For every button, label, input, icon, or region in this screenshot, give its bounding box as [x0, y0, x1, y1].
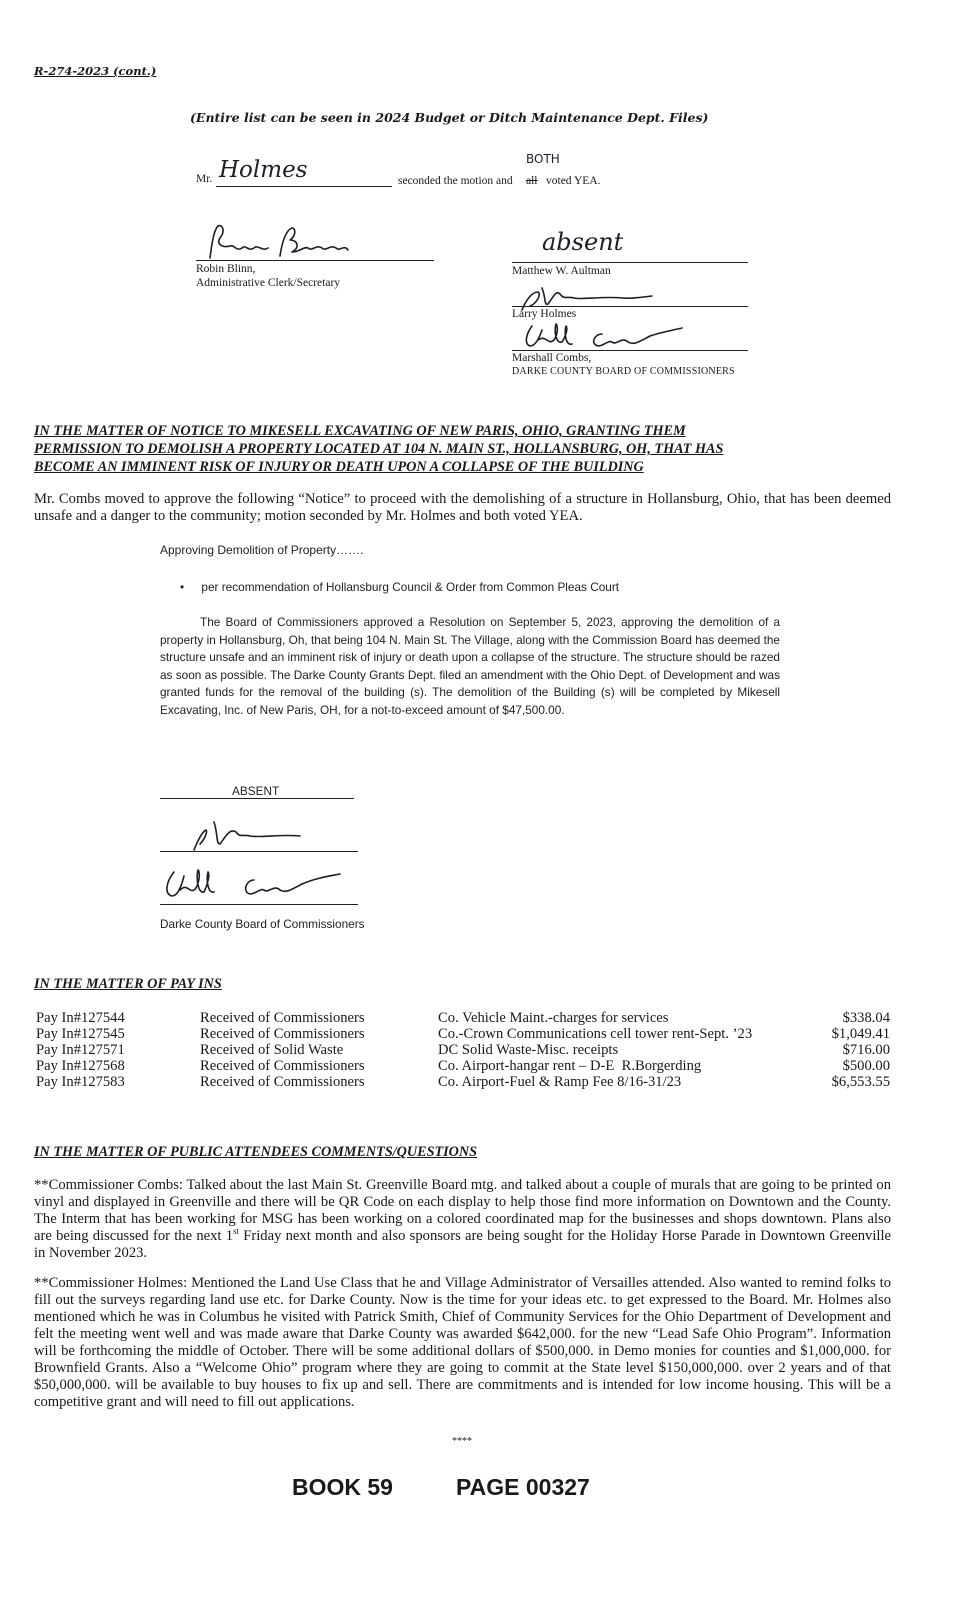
holmes-comment: **Commissioner Holmes: Mentioned the Land Use Class that he and Village Administrator of Versailles attended. Also wanted to remind folks to fill out the surveys regarding land use etc. for Darke County. Now is the time for your ideas etc. to get expressed to the Board. Mr. Holmes also mentioned which he was in Columbus he visited with Patrick Smith, Chief of Community Services for the Ohio Department of Development and felt the meeting went well and was made aware that Darke County was awarded $642,000. for the new “Lead Safe Ohio Program”. Information will be forthcoming the middle of October. There will be some additional dollars of $500,000. in Demo monies for counties and $1,000,000. for Brownfield Grants. Also a “Welcome Ohio” program where they are going to commit at the State level $150,000,000. over 2 years and of that $50,000,000. will be available to buy houses to fix up and sell. There are commitments and is intended for low income housing. This will be a competitive grant and will need to fill out applications.: [34, 1275, 891, 1410]
section-stars: ****: [452, 1436, 472, 1447]
table-row: [36, 1042, 926, 1059]
combs-comment-text-b: Friday next month and also sponsors are being sought for the Holiday Horse Parade in Downtown Greenville in November 2023.: [34, 1228, 891, 1261]
book-number: BOOK 59: [292, 1474, 393, 1500]
clerk-signature-area: [196, 222, 436, 262]
second-motion-line: [196, 148, 616, 188]
holmes-handwritten-name: Holmes: [219, 157, 308, 183]
pay-in-amount: $716.00: [842, 1042, 890, 1058]
table-row: [36, 1058, 926, 1075]
clerk-title: Administrative Clerk/Secretary: [196, 277, 341, 289]
table-row: [36, 1074, 926, 1091]
second-text-before: seconded the motion and: [398, 175, 513, 187]
pay-in-id: Pay In#127583: [36, 1074, 125, 1090]
pay-in-desc: Co. Airport-hangar rent – D-E R.Borgerding: [438, 1058, 702, 1074]
combs-comment-superscript: st: [233, 1226, 240, 1237]
bullet-icon: •: [180, 580, 185, 594]
aultman-signature-line: [512, 262, 748, 263]
pay-ins-heading: IN THE MATTER OF PAY INS: [34, 976, 222, 992]
pay-in-from: Received of Commissioners: [200, 1010, 365, 1026]
commissioner-aultman: Matthew W. Aultman: [512, 265, 611, 277]
notice-bullet-item: [180, 579, 619, 597]
pay-in-amount: $338.04: [842, 1010, 890, 1026]
pay-in-id: Pay In#127544: [36, 1010, 125, 1026]
demolition-heading-line-1: IN THE MATTER OF NOTICE TO MIKESELL EXCAVATING OF NEW PARIS, OHIO, GRANTING THEM: [34, 423, 686, 439]
public-comments-heading: IN THE MATTER OF PUBLIC ATTENDEES COMMENTS/QUESTIONS: [34, 1144, 478, 1160]
pay-in-amount: $500.00: [842, 1058, 890, 1074]
page-number: PAGE 00327: [456, 1474, 590, 1500]
pay-in-from: Received of Solid Waste: [200, 1042, 344, 1058]
pay-in-desc: Co. Airport-Fuel & Ramp Fee 8/16-31/23: [438, 1074, 682, 1090]
combs-comment-text-a: **Commissioner Combs: Talked about the last Main St. Greenville Board mtg. and talked about a couple of murals that are going to be printed on vinyl and displayed in Greenville and there will be QR Code on each display to help those find more information on Downtown and the County. The Interm that has been working for MSG has been working on a colored coordinated map for the businesses and shops downtown. Plans also are being discussed for the next 1: [34, 1177, 891, 1244]
demolition-heading-line-2: PERMISSION TO DEMOLISH A PROPERTY LOCATED AT 104 N. MAIN ST., HOLLANSBURG, OH, THAT HAS: [34, 441, 724, 457]
table-row: [36, 1026, 926, 1043]
notice-absent-line: [160, 785, 356, 801]
pay-in-desc: Co.-Crown Communications cell tower rent-Sept. ’23: [438, 1026, 753, 1042]
aultman-signature-area: [512, 226, 752, 266]
pay-in-amount: $6,553.55: [831, 1074, 890, 1090]
board-name: DARKE COUNTY BOARD OF COMMISSIONERS: [512, 366, 735, 377]
demolition-heading-line-3: BECOME AN IMMINENT RISK OF INJURY OR DEATH UPON A COLLAPSE OF THE BUILDING: [34, 459, 644, 475]
notice-bullet-text: per recommendation of Hollansburg Council & Order from Common Pleas Court: [201, 580, 620, 594]
pay-in-id: Pay In#127545: [36, 1026, 125, 1042]
notice-absent-label: ABSENT: [232, 784, 280, 798]
notice-title: Approving Demolition of Property…….: [160, 543, 364, 557]
notice-holmes-signature: [160, 818, 360, 854]
notice-combs-signature-area: [160, 864, 360, 904]
struck-word: all: [526, 175, 538, 187]
demolition-heading: [34, 422, 934, 476]
pay-in-amount: $1,049.41: [831, 1026, 890, 1042]
second-prefix: Mr.: [196, 173, 213, 185]
notice-combs-signature: [160, 864, 360, 906]
pay-in-from: Received of Commissioners: [200, 1026, 365, 1042]
clerk-name: Robin Blinn,: [196, 263, 256, 275]
resolution-reference: R-274-2023 (cont.): [34, 64, 157, 78]
commissioner-combs: Marshall Combs,: [512, 352, 592, 364]
table-row: [36, 1010, 926, 1027]
notice-body: The Board of Commissioners approved a Resolution on September 5, 2023, approving the demolition of a property in Hollansburg, Oh, that being 104 N. Main St. The Village, along with the Commission Board has deemed the structure unsafe and an imminent risk of injury or death upon a collapse of the structure. The structure should be razed as soon as possible. The Darke County Grants Dept. filed an amendment with the Ohio Dept. of Development and was granted funds for the removal of the building (s). The demolition of the Building (s) will be completed by Mikesell Excavating, Inc. of New Paris, OH, for a not-to-exceed amount of $47,500.00.: [160, 615, 780, 717]
pay-in-desc: Co. Vehicle Maint.-charges for services: [438, 1010, 669, 1026]
pay-in-id: Pay In#127571: [36, 1042, 125, 1058]
demolition-motion: Mr. Combs moved to approve the following “Notice” to proceed with the demolishing of a structure in Hollansburg, Ohio, that has been deemed unsafe and a danger to the community; motion seconded by Mr. Holmes and both voted YEA.: [34, 491, 891, 524]
combs-comment: [34, 1177, 891, 1262]
second-name-line: [216, 156, 392, 187]
notice-board-label: Darke County Board of Commissioners: [160, 917, 365, 931]
second-text-after: voted YEA.: [546, 175, 601, 187]
pay-in-from: Received of Commissioners: [200, 1058, 365, 1074]
pay-in-from: Received of Commissioners: [200, 1074, 365, 1090]
notice-holmes-signature-area: [160, 818, 360, 854]
absent-handwritten: absent: [542, 228, 624, 256]
pay-in-id: Pay In#127568: [36, 1058, 125, 1074]
pay-in-desc: DC Solid Waste-Misc. receipts: [438, 1042, 619, 1058]
holmes-signature-area: [512, 282, 752, 308]
both-handwritten-insert: BOTH: [526, 152, 560, 166]
combs-signature: [512, 320, 752, 354]
list-note: (Entire list can be seen in 2024 Budget or Ditch Maintenance Dept. Files): [190, 110, 709, 125]
clerk-signature: [196, 222, 436, 262]
commissioner-holmes: Larry Holmes: [512, 308, 577, 320]
combs-signature-area: [512, 320, 752, 352]
